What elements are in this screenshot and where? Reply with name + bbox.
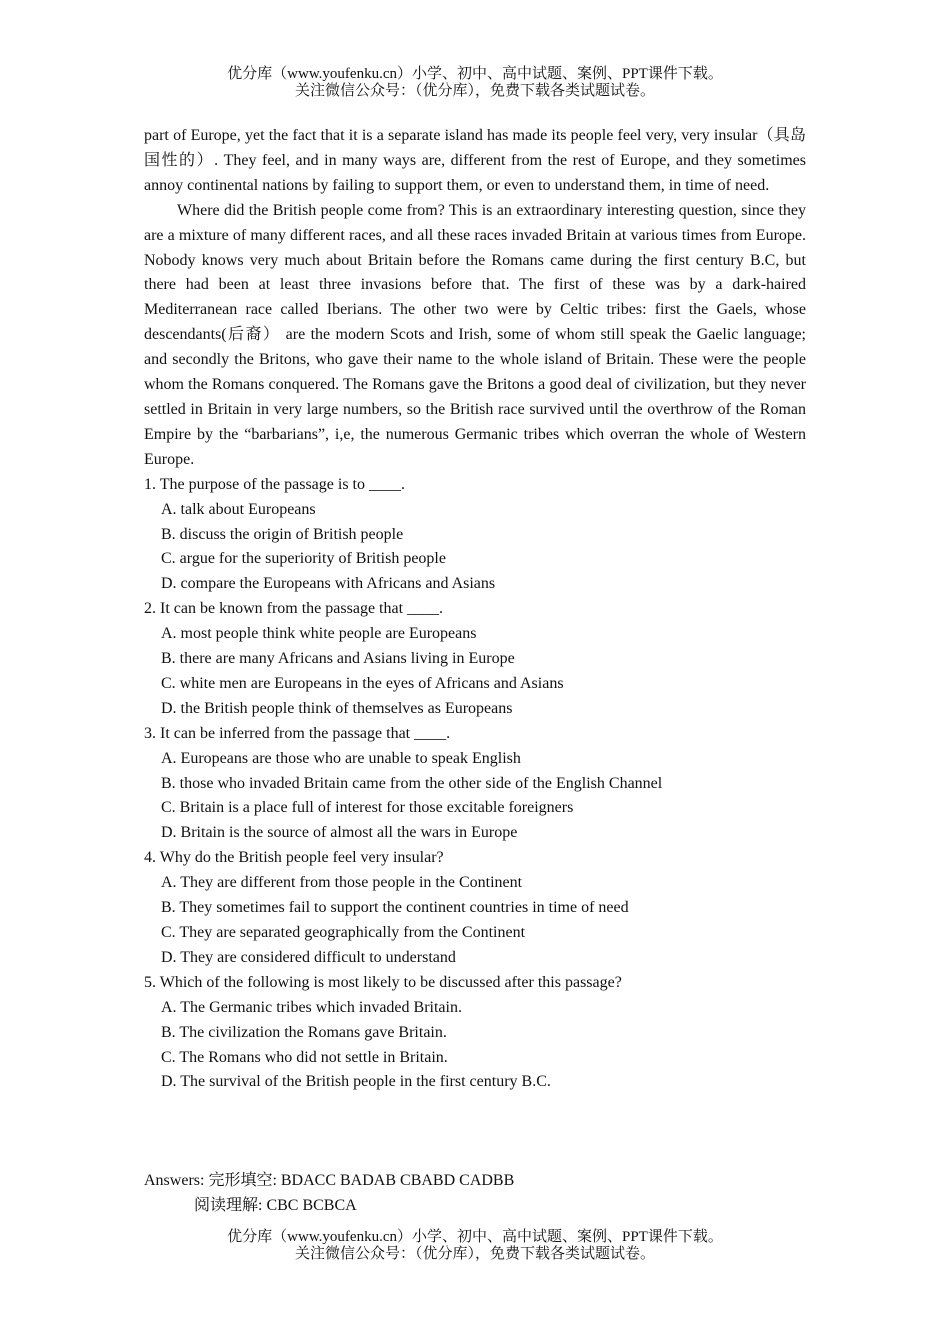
question-option: B. The civilization the Romans gave Britain. (161, 1023, 447, 1041)
question-option: C. They are separated geographically from the Continent (161, 924, 526, 941)
question-stem: 4. Why do the British people feel very insular? (144, 849, 444, 867)
question-option: D. compare the Europeans with Africans and Asians (161, 575, 496, 593)
question-option: B. discuss the origin of British people (161, 525, 404, 543)
question-option: A. talk about Europeans (161, 500, 316, 518)
question-option: D. They are considered difficult to understand (161, 948, 456, 966)
question-stem: 3. It can be inferred from the passage that ____. (144, 724, 451, 742)
question-stem: 5. Which of the following is most likely to be discussed after this passage? (144, 973, 622, 991)
page-header (0, 66, 950, 100)
question-option: C. Britain is a place full of interest for those excitable foreigners (161, 799, 574, 817)
footer-line-2: 关注微信公众号：（优分库），免费下载各类试题试卷。 (294, 1246, 655, 1262)
question-option: B. there are many Africans and Asians living in Europe (161, 650, 515, 668)
answer-key-line-2: 阅读理解: CBC BCBCA (194, 1196, 357, 1214)
header-line-2: 关注微信公众号：（优分库），免费下载各类试题试卷。 (294, 83, 655, 99)
answer-key (144, 1169, 514, 1219)
question-option: A. Europeans are those who are unable to speak English (161, 749, 521, 767)
header-line-1: 优分库（www.youfenku.cn）小学、初中、高中试题、案例、PPT课件下载。 (227, 66, 723, 82)
question-4 (144, 846, 806, 971)
question-option: B. They sometimes fail to support the continent countries in time of need (161, 899, 629, 917)
question-stem: 1. The purpose of the passage is to ____. (144, 475, 405, 493)
question-option: D. the British people think of themselves as Europeans (161, 699, 513, 717)
question-option: C. argue for the superiority of British people (161, 550, 446, 568)
passage-paragraph-1: part of Europe, yet the fact that it is a separate island has made its people feel very, very insular（具岛国性的）. They feel, and in many ways are, different from the rest of Europe, and they sometimes annoy continental nations by failing to support them, or even to understand them, in time of need. (144, 127, 806, 194)
passage-paragraph-2: Where did the British people come from? This is an extraordinary interesting question, since they are a mixture of many different races, and all these races invaded Britain at various times from Europe. Nobody knows very much about Britain before the Romans came during the first century B.C, but there had been at least three invasions before that. The first of these was by a dark-haired Mediterranean race called Iberians. The other two were by Celtic tribes: first the Gaels, whose descendants(后裔） are the modern Scots and Irish, some of whom still speak the Gaelic language; and secondly the Britons, who gave their name to the whole island of Britain. These were the people whom the Romans conquered. The Romans gave the Britons a good deal of civilization, but they never settled in Britain in very large numbers, so the British race survived until the overthrow of the Roman Empire by the “barbarians”, i,e, the numerous Germanic tribes which overran the whole of Western Europe. (144, 201, 806, 468)
answer-key-line-1: Answers: 完形填空: BDACC BADAB CBABD CADBB (144, 1172, 515, 1189)
page-footer (0, 1229, 950, 1263)
question-option: D. The survival of the British people in the first century B.C. (161, 1073, 551, 1091)
question-option: A. most people think white people are Europeans (161, 625, 477, 643)
question-option: C. white men are Europeans in the eyes of Africans and Asians (161, 674, 564, 692)
question-3 (144, 722, 806, 847)
question-1 (144, 473, 806, 598)
question-option: A. The Germanic tribes which invaded Britain. (161, 998, 462, 1016)
question-2 (144, 597, 806, 722)
main-content (144, 124, 806, 1095)
question-option: D. Britain is the source of almost all the wars in Europe (161, 824, 518, 842)
footer-line-1: 优分库（www.youfenku.cn）小学、初中、高中试题、案例、PPT课件下载。 (227, 1229, 723, 1245)
question-5 (144, 971, 806, 1096)
question-option: C. The Romans who did not settle in Britain. (161, 1048, 448, 1066)
question-option: A. They are different from those people in the Continent (161, 874, 523, 892)
question-option: B. those who invaded Britain came from the other side of the English Channel (161, 774, 663, 792)
question-stem: 2. It can be known from the passage that ____. (144, 600, 444, 618)
